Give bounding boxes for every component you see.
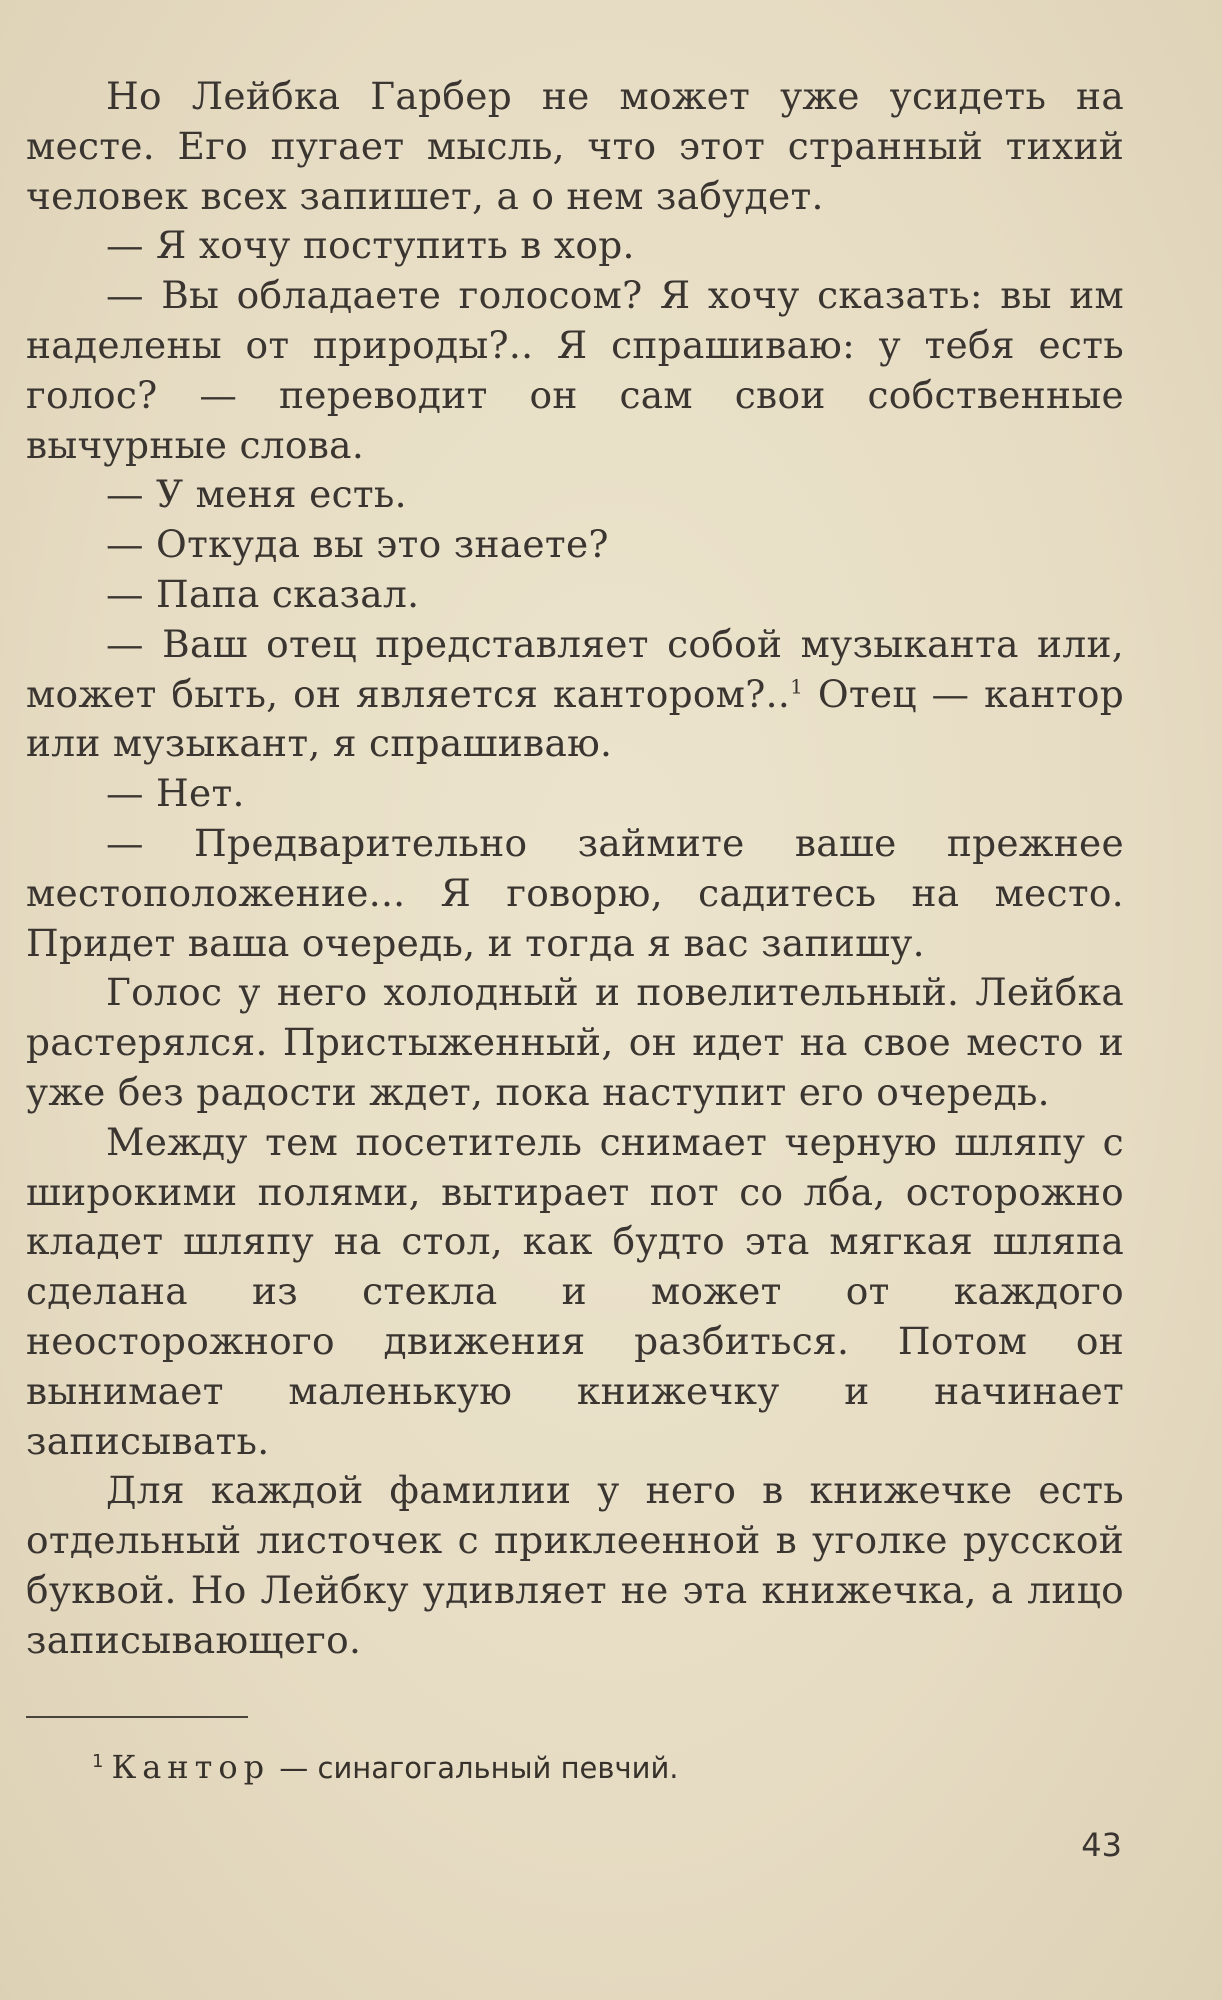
dialogue-line: — Нет. — [106, 771, 245, 816]
footnote-marker: 1 — [92, 1751, 104, 1773]
paragraph: Между тем посетитель снимает черную шляпу с широкими полями, вытирает пот со лба, осторожно кладет шляпу на стол, как будто эта мягкая шляпа сделана из стекла и может от каждого неосторожного движения разбиться. Потом он вынимает маленькую книжечку и начинает записывать. — [26, 1119, 1124, 1463]
paragraph: Для каждой фамилии у него в книжечке есть отдельный листочек с приклеенной в уголке русской буквой. Но Лейбку удивляет не эта книжечка, а лицо записывающего. — [26, 1468, 1124, 1662]
footnote-divider — [26, 1716, 248, 1718]
footnote-definition: — синагогальный певчий. — [270, 1751, 679, 1785]
paragraph: Голос у него холодный и повелительный. Лейбка растерялся. Пристыженный, он идет на свое место и уже без радости ждет, пока наступит его очередь. — [26, 970, 1124, 1114]
dialogue-line: — Папа сказал. — [106, 571, 420, 616]
footnote — [92, 1748, 679, 1786]
paragraph: Но Лейбка Гарбер не может уже усидеть на месте. Его пугает мысль, что этот странный тихий человек всех запишет, а о нем забудет. — [26, 74, 1124, 218]
footnote-reference[interactable]: 1 — [790, 674, 804, 699]
dialogue-text: — Ваш отец представляет собой музыканта или, может быть, он является кантором?.. — [26, 621, 1124, 716]
dialogue-line: — Предварительно займите ваше прежнее местоположение... Я говорю, садитесь на место. Придет ваша очередь, и тогда я вас запишу. — [26, 820, 1124, 965]
dialogue-text-continued: Отец — кантор или музыкант, я спрашиваю. — [26, 671, 1124, 766]
dialogue-line: — Откуда вы это знаете? — [106, 522, 609, 567]
dialogue-line-with-footnote — [26, 620, 1124, 769]
body-text — [26, 72, 1124, 1666]
page-number: 43 — [1081, 1826, 1122, 1864]
dialogue-line: — У меня есть. — [106, 472, 407, 517]
dialogue-line: — Вы обладаете голосом? Я хочу сказать: вы им наделены от природы?.. Я спрашиваю: у тебя есть голос? — переводит он сам свои собственные вычурные слова. — [26, 273, 1124, 467]
footnote-term: Кантор — [111, 1748, 271, 1786]
dialogue-line: — Я хочу поступить в хор. — [106, 223, 635, 268]
